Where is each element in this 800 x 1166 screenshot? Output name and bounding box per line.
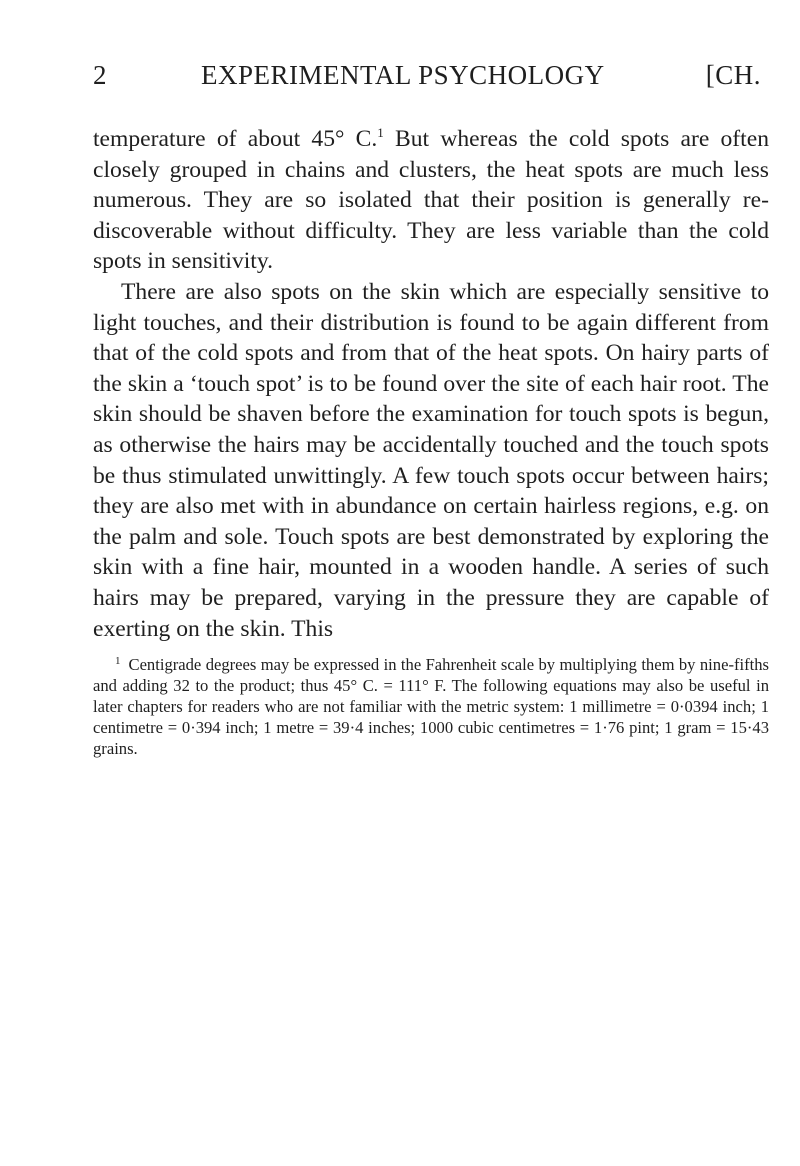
- paragraph-2: There are also spots on the skin which are especially sensitive to light touches, and their distribution is found to be again different from that of the cold spots and from that of the heat spots. On hairy parts of the skin a ‘touch spot’ is to be found over the site of each hair root. The skin should be shaven before the examination for touch spots is begun, as otherwise the hairs may be accidentally touched and the touch spots be thus stimulated unwittingly. A few touch spots occur between hairs; they are also met with in abundance on certain hairless regions, e.g. on the palm and sole. Touch spots are best demonstrated by exploring the skin with a fine hair, mounted in a wooden handle. A series of such hairs may be prepared, varying in the pressure they are capable of exerting on the skin. This: [93, 278, 769, 642]
- running-head: [93, 60, 769, 102]
- footnote-reference: 1: [377, 125, 384, 140]
- paragraph-1-rest: But whereas the cold spots are often closely grouped in chains and clusters, the heat spots are much less numerous. They are so isolated that their position is generally re-discoverable without difficulty. They are less variable than the cold spots in sensitivity.: [93, 126, 769, 275]
- footnote-text: Centigrade degrees may be expressed in the Fahrenheit scale by multiplying them by nine-fifths and adding 32 to the product; thus 45° C. = 111° F. The following equations may also be useful in later chapters for readers who are not familiar with the metric system: 1 millimetre = 0·0394 inch; 1 centimetre = 0·394 inch; 1 metre = 39·4 inches; 1000 cubic centimetres = 1·76 pint; 1 gram = 15·43 grains.: [93, 655, 769, 759]
- chapter-abbreviation: [CH.: [705, 60, 761, 90]
- footnote: [93, 654, 769, 759]
- page-number: 2: [93, 60, 107, 90]
- running-title: EXPERIMENTAL PSYCHOLOGY: [201, 60, 605, 90]
- body-text: [93, 124, 769, 644]
- footnote-mark: 1: [115, 655, 121, 668]
- paragraph-1-start: temperature of about 45° C.: [93, 126, 378, 152]
- paragraph-1: [93, 124, 769, 277]
- book-page: [93, 60, 769, 759]
